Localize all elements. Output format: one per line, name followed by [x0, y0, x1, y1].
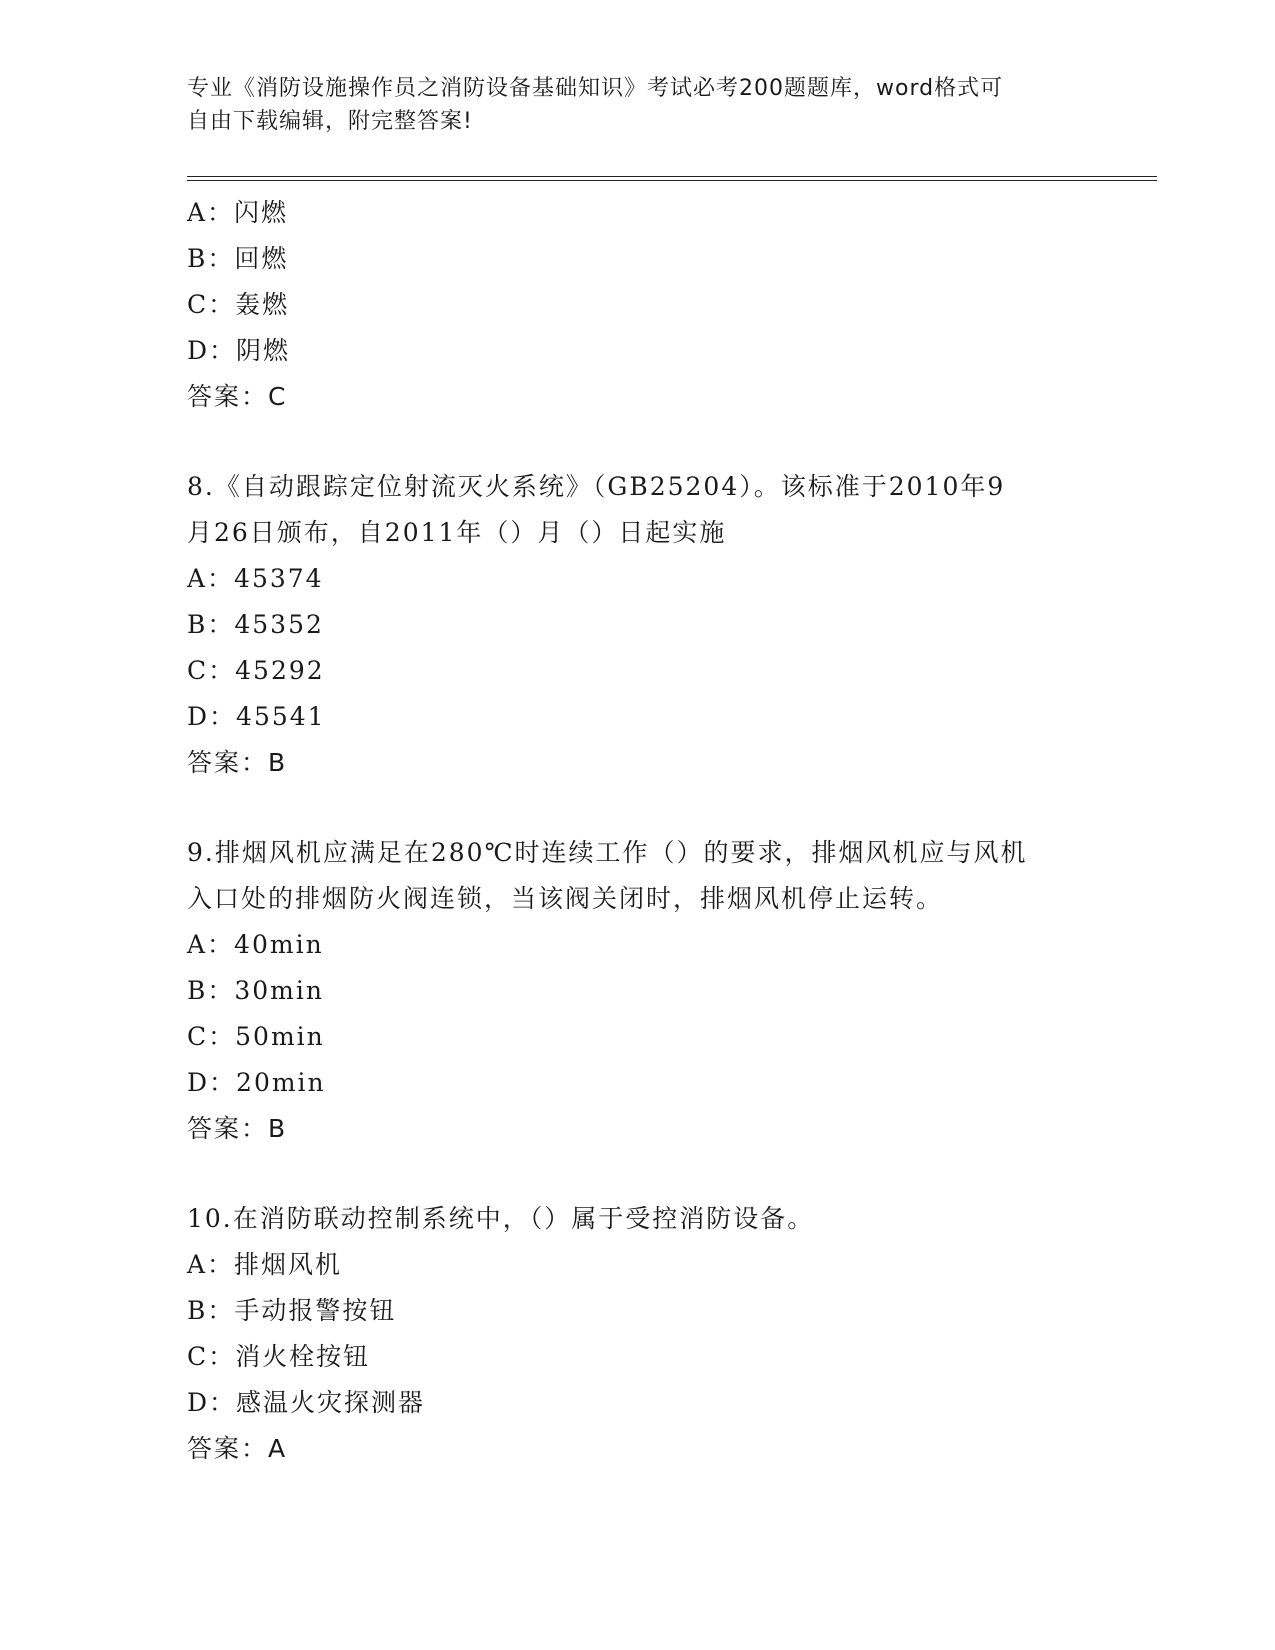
option-b: B：45352 [187, 610, 324, 639]
option-c: C：50min [187, 1022, 325, 1051]
header-title-line-1: 专业《消防设施操作员之消防设备基础知识》考试必考200题题库，word格式可 [187, 76, 1004, 101]
option-d: D：45541 [187, 702, 326, 731]
question-stem-line-2: 月26日颁布，自2011年（）月（）日起实施 [187, 518, 727, 547]
document-page [187, 0, 1157, 1650]
header-title-line-2: 自由下载编辑，附完整答案! [187, 109, 473, 134]
answer-line: 答案：A [187, 1434, 288, 1463]
option-c: C：轰燃 [187, 290, 290, 319]
option-d: D：阴燃 [187, 336, 291, 365]
option-d: D：20min [187, 1068, 326, 1097]
option-d: D：感温火灾探测器 [187, 1388, 426, 1417]
question-spacer [187, 786, 1157, 830]
option-b: B：回燃 [187, 244, 289, 273]
option-b: B：手动报警按钮 [187, 1296, 397, 1325]
option-c: C：消火栓按钮 [187, 1342, 371, 1371]
option-a: A：闪燃 [187, 198, 289, 227]
option-a: A：排烟风机 [187, 1250, 343, 1279]
option-a: A：40min [187, 930, 324, 959]
question-list [187, 190, 1157, 1472]
option-a: A：45374 [187, 564, 324, 593]
question-8 [187, 464, 1157, 786]
option-b: B：30min [187, 976, 324, 1005]
question-stem-line-2: 入口处的排烟防火阀连锁，当该阀关闭时，排烟风机停止运转。 [187, 884, 944, 913]
header-divider-top [187, 176, 1157, 177]
document-header [187, 72, 1087, 138]
answer-line: 答案：B [187, 1114, 288, 1143]
question-spacer [187, 420, 1157, 464]
option-c: C：45292 [187, 656, 325, 685]
question-spacer [187, 1152, 1157, 1196]
question-9 [187, 830, 1157, 1152]
answer-line: 答案：B [187, 748, 288, 777]
question-stem-line-1: 8.《自动跟踪定位射流灭火系统》（GB25204）。该标准于2010年9 [187, 472, 1006, 501]
question-10 [187, 1196, 1157, 1472]
answer-line: 答案：C [187, 382, 288, 411]
question-7 [187, 190, 1157, 420]
question-stem-line-1: 10.在消防联动控制系统中，（）属于受控消防设备。 [187, 1204, 815, 1233]
header-divider-bottom [187, 180, 1157, 181]
question-stem-line-1: 9.排烟风机应满足在280℃时连续工作（）的要求，排烟风机应与风机 [187, 838, 1028, 867]
